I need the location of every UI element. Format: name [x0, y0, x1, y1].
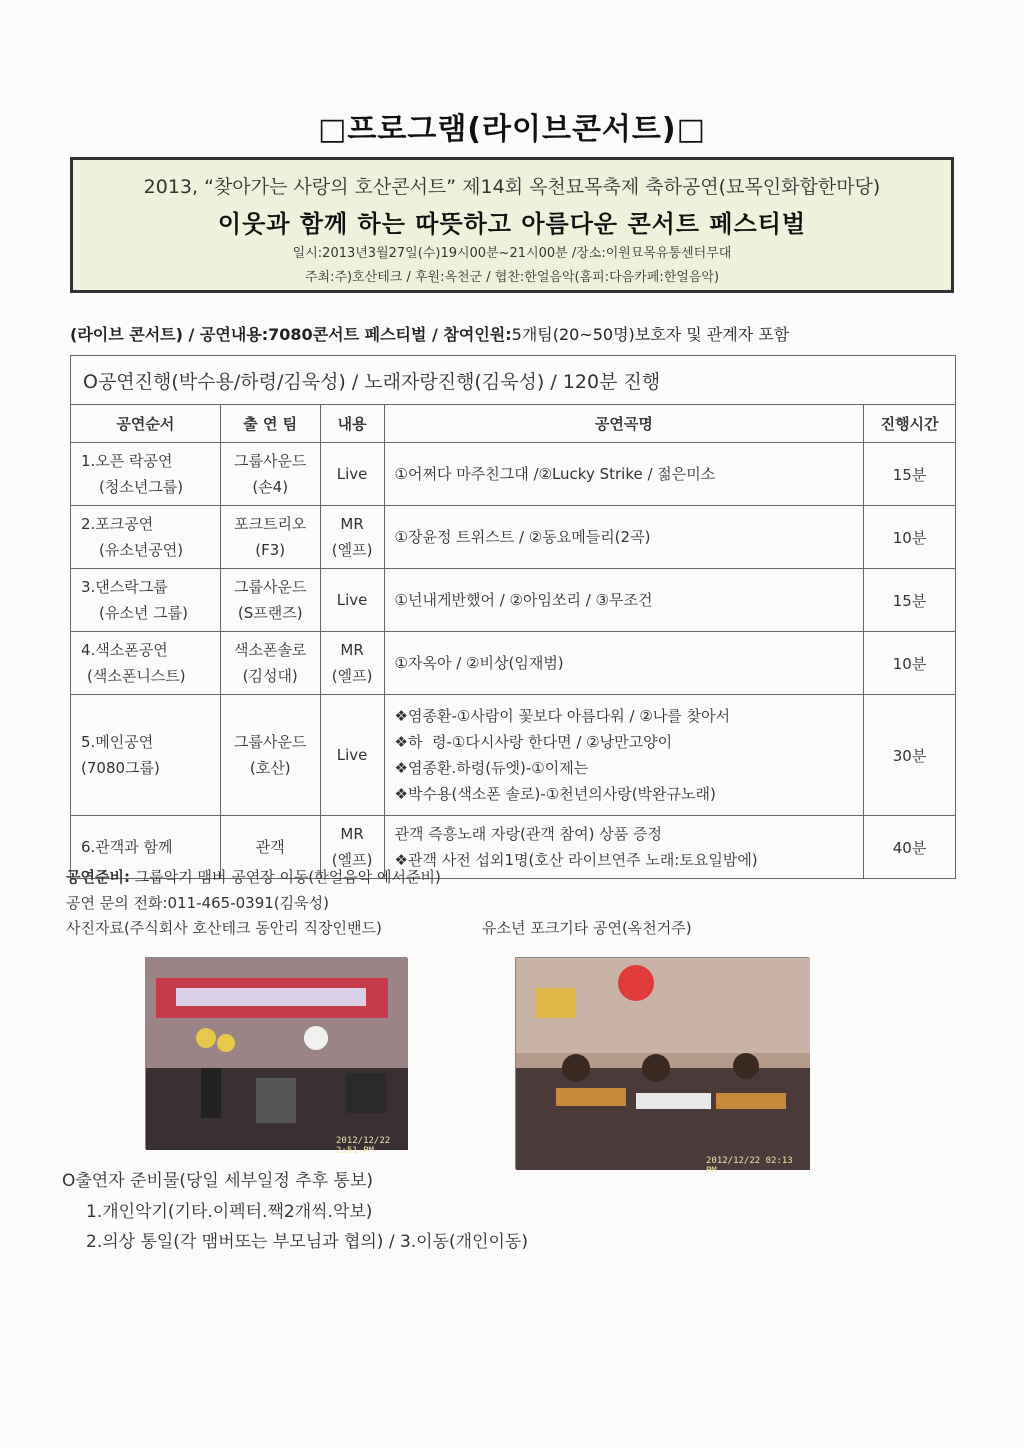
row-song: ①어쩌다 마주친그대 /②Lucky Strike / 젊은미소 [394, 465, 716, 483]
kids-photo-image [516, 958, 810, 1170]
table-row [71, 695, 956, 816]
table-row [71, 506, 956, 569]
row-team-sub: (김성대) [242, 667, 298, 685]
row-team-sub: (손4) [252, 478, 289, 496]
row-song: ❖하 령-①다시사랑 한다면 / ②낭만고양이 [394, 733, 673, 751]
performer-prep-title: O출연자 준비물(당일 세부일정 추후 통보) [62, 1171, 374, 1191]
row-time: 15분 [864, 569, 956, 632]
row-order-sub: (유소년 그룹) [99, 604, 188, 622]
row-team: 그룹사운드 [233, 733, 307, 751]
row-song: ❖염종환-①사람이 꽃보다 아름다워 / ②나를 찾아서 [394, 707, 731, 725]
program-table [70, 355, 956, 879]
row-time: 10분 [864, 632, 956, 695]
row-type-sub: (엘프) [331, 851, 373, 869]
photo-caption-left: 사진자료(주식회사 호산테크 동안리 직장인밴드) [66, 919, 382, 937]
row-type: Live [336, 746, 368, 764]
contact-line: 공연 문의 전화:011-465-0391(김욱성) [66, 894, 329, 912]
event-sponsors: 주최:주)호산테크 / 후원:옥천군 / 협찬:한얼음악(홈피:다음카페:한얼음악) [304, 270, 720, 285]
row-order-sub: (7080그룹) [81, 759, 160, 777]
performer-prep-item: 2.의상 통일(각 맴버또는 부모님과 협의) / 3.이동(개인이동) [86, 1232, 528, 1252]
row-time: 40분 [864, 816, 956, 879]
table-row [71, 632, 956, 695]
performer-prep-item: 1.개인악기(기타.이펙터.짹2개씩.악보) [86, 1202, 373, 1222]
row-type: Live [336, 591, 368, 609]
row-type-sub: (엘프) [331, 541, 373, 559]
row-time: 15분 [864, 443, 956, 506]
row-song: ①자옥아 / ②비상(임재범) [394, 654, 564, 672]
row-song: ①넌내게반했어 / ②아임쏘리 / ③무조건 [394, 591, 653, 609]
row-song: ❖염종환.하령(듀엣)-①이제는 [394, 759, 589, 777]
row-time: 10분 [864, 506, 956, 569]
col-team: 출 연 팀 [220, 405, 320, 443]
row-type: MR [340, 641, 364, 659]
row-song: ❖박수용(색소폰 솔로)-①천년의사랑(박완규노래) [394, 785, 716, 803]
kids-photo [515, 957, 809, 1176]
row-type: Live [336, 465, 368, 483]
page-title: □프로그램(라이브콘서트)□ [318, 112, 706, 147]
row-team-sub: (S프랜즈) [237, 604, 303, 622]
prep-text: 그룹악기 맴버 공연장 이동(한얼음악 에서준비) [129, 868, 441, 886]
row-order-sub: (청소년그룹) [99, 478, 184, 496]
row-order-sub: (색소폰니스트) [87, 667, 186, 685]
event-date-place: 일시:2013년3월27일(수)19시00분~21시00분 /장소:이원묘목유통센터무대 [292, 246, 732, 261]
row-order: 6.관객과 함께 [81, 838, 173, 856]
table-row [71, 569, 956, 632]
row-song: ①장윤정 트위스트 / ②동요메들리(2곡) [394, 528, 651, 546]
row-team: 관객 [255, 838, 285, 856]
row-order-sub: (유소년공연) [99, 541, 184, 559]
row-song: ❖관객 사전 섭외1명(호산 라이브연주 노래:토요일밤에) [394, 851, 758, 869]
col-type: 내용 [320, 405, 384, 443]
row-type: MR [340, 515, 364, 533]
row-type-sub: (엘프) [331, 667, 373, 685]
row-team-sub: (F3) [255, 541, 286, 559]
col-order: 공연순서 [71, 405, 221, 443]
event-title: 이웃과 함께 하는 따뜻하고 아름다운 콘서트 페스티벌 [217, 210, 807, 238]
col-time: 진행시간 [864, 405, 956, 443]
row-team: 그룹사운드 [233, 578, 307, 596]
row-team-sub: (호산) [249, 759, 291, 777]
row-order: 2.포크공연 [81, 515, 154, 533]
photo-caption-right: 유소년 포크기타 공연(옥천거주) [482, 919, 692, 937]
row-song: 관객 즉흥노래 자랑(관객 참여) 상품 증정 [394, 825, 662, 843]
row-order: 1.오픈 락공연 [81, 452, 173, 470]
photo-timestamp: 2012/12/22 02:13 PM [706, 1156, 793, 1176]
band-photo-image [146, 958, 408, 1150]
event-subtitle: 2013, “찾아가는 사랑의 호산콘서트” 제14회 옥천묘목축제 축하공연(묘목인화합한마당) [143, 176, 881, 198]
table-row [71, 443, 956, 506]
row-team: 색소폰솔로 [233, 641, 307, 659]
concert-info-label: (라이브 콘서트) / 공연내용:7080콘서트 페스티벌 / 참여인원: [70, 325, 512, 344]
program-lead: O공연진행(박수용/하령/김욱성) / 노래자랑진행(김욱성) / 120분 진행 [71, 356, 956, 405]
table-header-row [71, 405, 956, 443]
row-team: 포크트리오 [233, 515, 307, 533]
row-team: 그룹사운드 [233, 452, 307, 470]
photo-timestamp: 2012/12/22 2:51 PM [336, 1136, 391, 1156]
row-order: 4.색소폰공연 [81, 641, 168, 659]
band-photo [145, 957, 407, 1156]
concert-info-participants: 5개팀(20~50명)보호자 및 관계자 포함 [511, 325, 790, 344]
prep-label: 공연준비: [66, 868, 130, 886]
concert-info [70, 322, 789, 345]
event-header-box [70, 157, 954, 293]
row-time: 30분 [864, 695, 956, 816]
row-order: 5.메인공연 [81, 733, 154, 751]
row-type: MR [340, 825, 364, 843]
prep-notes [66, 864, 441, 890]
row-order: 3.댄스락그룹 [81, 578, 168, 596]
col-songs: 공연곡명 [384, 405, 864, 443]
